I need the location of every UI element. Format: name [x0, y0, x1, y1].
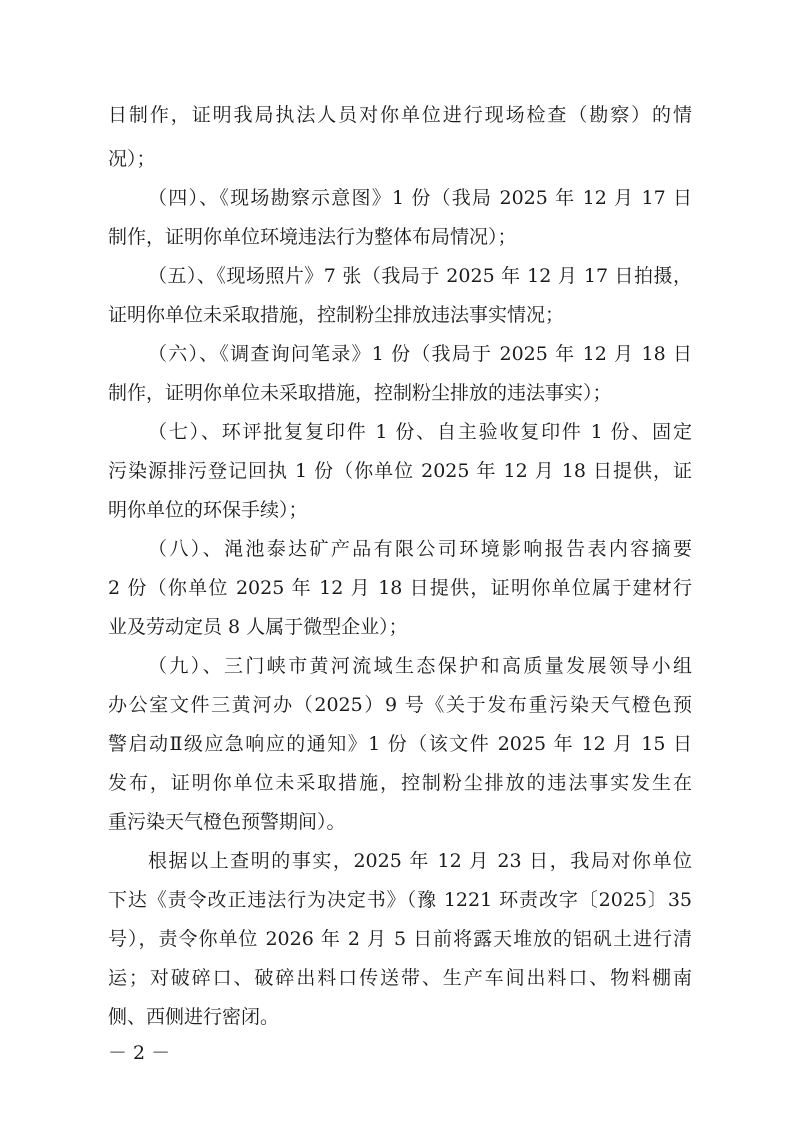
text-line: 日制作，证明我局执法人员对你单位进行现场检查（勘察）的情 [108, 104, 692, 126]
text-line: 重污染天气橙色预警期间）。 [108, 811, 346, 833]
text-line: 下达《责令改正违法行为决定书》（豫 1221 环责改字〔2025〕35 [108, 889, 692, 911]
text-line: 制作，证明你单位环境违法行为整体布局情况）； [108, 226, 517, 248]
text-line: 运；对破碎口、破碎出料口传送带、生产车间出料口、物料棚南 [108, 967, 692, 989]
text-line: 办公室文件三黄河办（2025）9 号《关于发布重污染天气橙色预 [108, 694, 692, 716]
text-line: 2 份（你单位 2025 年 12 月 18 日提供，证明你单位属于建材行 [108, 577, 692, 599]
text-line: （九）、三门峡市黄河流域生态保护和高质量发展领导小组 [148, 655, 692, 677]
text-line: 况）； [108, 148, 156, 170]
text-line: 根据以上查明的事实，2025 年 12 月 23 日，我局对你单位 [148, 850, 692, 872]
text-line: （四）、《现场勘察示意图》1 份（我局 2025 年 12 月 17 日 [148, 187, 692, 209]
text-line: 证明你单位未采取措施，控制粉尘排放违法事实情况； [108, 304, 565, 326]
text-line: 业及劳动定员 8 人属于微型企业）； [108, 616, 408, 638]
text-line: 警启动Ⅱ级应急响应的通知》1 份（该文件 2025 年 12 月 15 日 [108, 733, 692, 755]
text-line: 发布，证明你单位未采取措施，控制粉尘排放的违法事实发生在 [108, 772, 692, 794]
text-line: 明你单位的环保手续）； [108, 499, 308, 521]
text-line: 制作，证明你单位未采取措施，控制粉尘排放的违法事实）； [108, 382, 612, 404]
text-line: 号），责令你单位 2026 年 2 月 5 日前将露天堆放的铝矾土进行清 [108, 928, 692, 950]
text-line: （六）、《调查询问笔录》1 份（我局于 2025 年 12 月 18 日 [148, 343, 692, 365]
text-line: （五）、《现场照片》7 张（我局于 2025 年 12 月 17 日拍摄， [148, 265, 692, 287]
text-line: 污染源排污登记回执 1 份（你单位 2025 年 12 月 18 日提供，证 [108, 460, 692, 482]
text-line: （七）、环评批复复印件 1 份、自主验收复印件 1 份、固定 [148, 421, 692, 443]
text-line: （八）、渑池泰达矿产品有限公司环境影响报告表内容摘要 [148, 538, 692, 560]
text-line: 侧、西侧进行密闭。 [108, 1006, 280, 1028]
page-number: － 2 － [108, 1042, 171, 1064]
